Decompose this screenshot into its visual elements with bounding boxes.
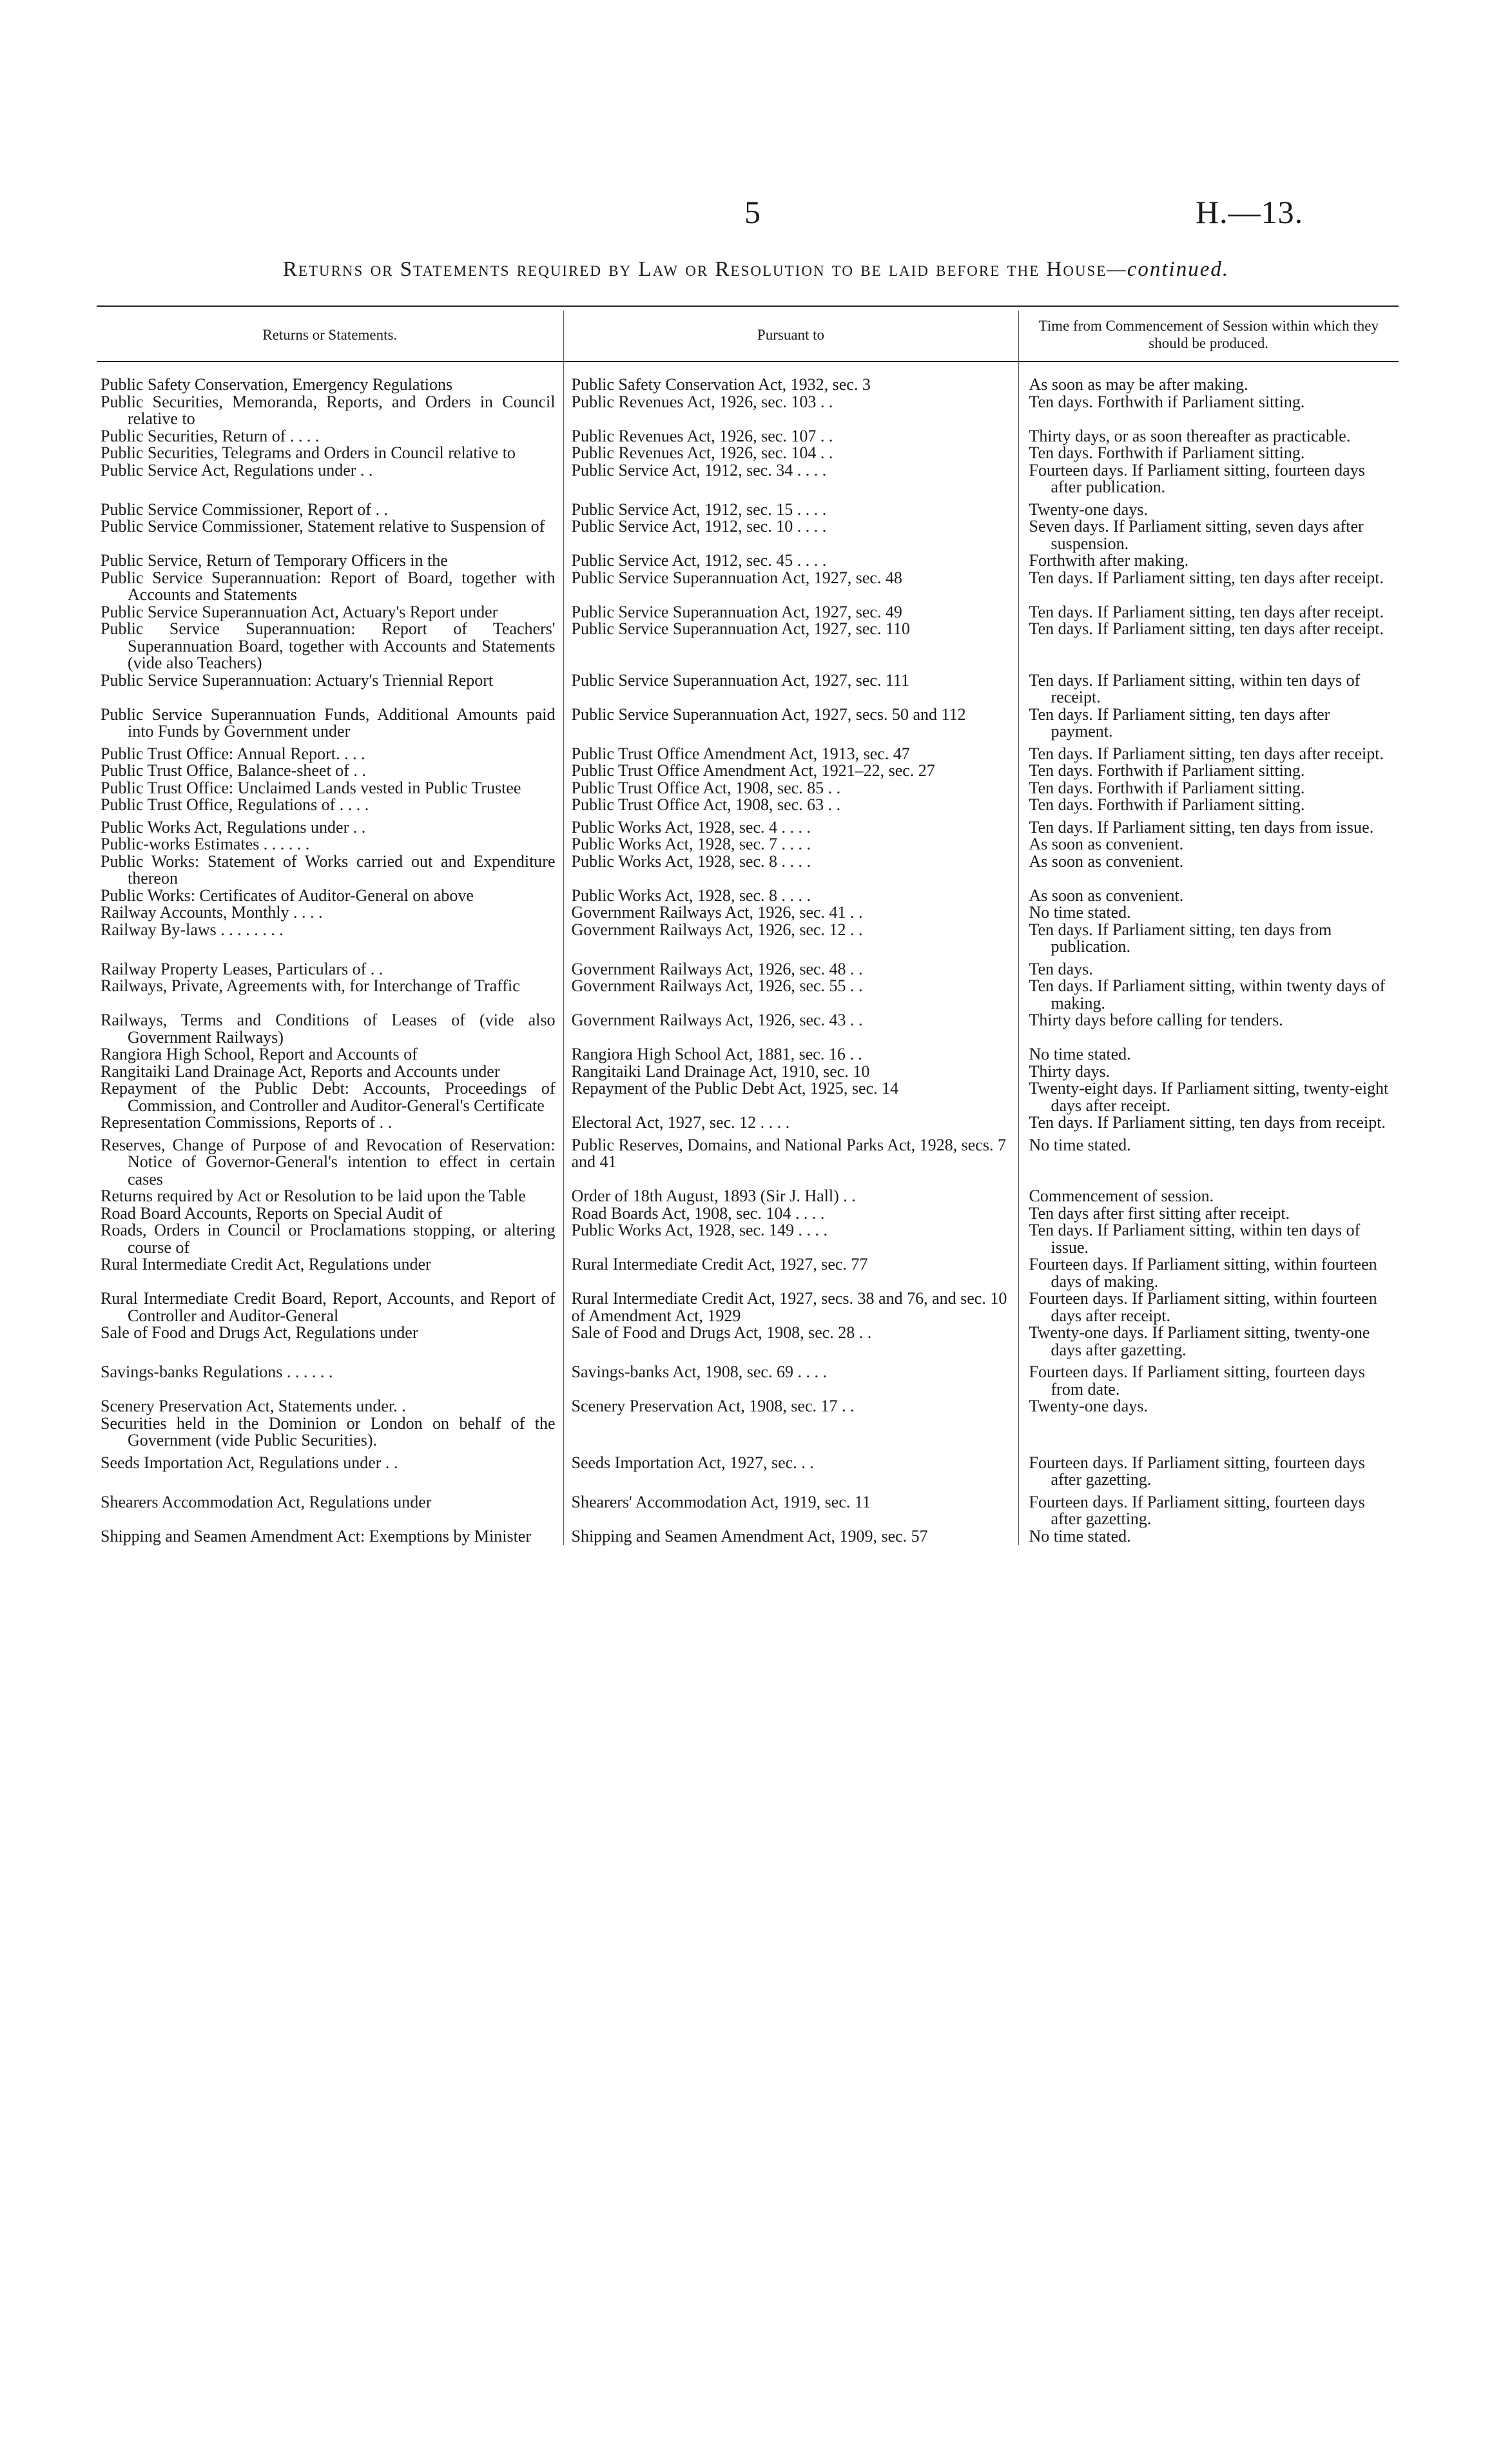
return-cell: Public Securities, Memoranda, Reports, and Orders in Council relative to	[97, 394, 563, 428]
column-header-pursuant: Pursuant to	[563, 311, 1018, 362]
time-cell: No time stated.	[1029, 1045, 1131, 1063]
time-cell: Ten days. If Parliament sitting, within twenty days of making.	[1029, 976, 1386, 1013]
time-cell: Ten days. If Parliament sitting, ten days from publication.	[1029, 920, 1332, 956]
time-cell: Fourteen days. If Parliament sitting, within fourteen days of making.	[1029, 1255, 1377, 1291]
time-cell: Seven days. If Parliament sitting, seven days after suspension.	[1029, 517, 1364, 553]
table-row	[97, 836, 1399, 853]
pursuant-cell: Public Trust Office Amendment Act, 1921–22, sec. 27	[563, 762, 1018, 780]
time-cell: Ten days. If Parliament sitting, ten days after receipt.	[1029, 744, 1384, 763]
pursuant-cell: Government Railways Act, 1926, sec. 12 . .	[563, 922, 1018, 956]
time-cell: Ten days. If Parliament sitting, ten days after receipt.	[1029, 619, 1384, 638]
pursuant-cell: Public Revenues Act, 1926, sec. 107 . .	[563, 428, 1018, 445]
pursuant-cell: Public Service Superannuation Act, 1927, sec. 48	[563, 570, 1018, 604]
table-row	[97, 853, 1399, 887]
time-cell: Fourteen days. If Parliament sitting, fourteen days after publication.	[1029, 460, 1365, 496]
time-cell: Ten days. Forthwith if Parliament sitting.	[1029, 778, 1305, 797]
pursuant-cell: Rural Intermediate Credit Act, 1927, secs. 38 and 76, and sec. 10 of Amendment Act, 1929	[563, 1290, 1018, 1324]
table-row	[97, 1489, 1399, 1528]
pursuant-cell: Public Service Act, 1912, sec. 15 . . . .	[563, 496, 1018, 519]
return-cell: Public Works Act, Regulations under . .	[97, 814, 563, 837]
pursuant-cell: Rangitaiki Land Drainage Act, 1910, sec. 10	[563, 1063, 1018, 1081]
time-cell: Commencement of session.	[1029, 1187, 1214, 1205]
table-row	[97, 1290, 1399, 1324]
return-cell: Scenery Preservation Act, Statements under. .	[97, 1398, 563, 1415]
document-reference: H.—13.	[1196, 194, 1304, 230]
table-row	[97, 1256, 1399, 1290]
table-row	[97, 672, 1399, 706]
return-cell: Public Service Commissioner, Statement relative to Suspension of	[97, 518, 563, 552]
time-cell: Ten days. Forthwith if Parliament sitting.	[1029, 795, 1305, 814]
return-cell: Rangitaiki Land Drainage Act, Reports and Accounts under	[97, 1063, 563, 1081]
time-cell: Ten days. If Parliament sitting, ten days from issue.	[1029, 817, 1374, 837]
table-row	[97, 1205, 1399, 1223]
return-cell: Public Works: Certificates of Auditor-General on above	[97, 887, 563, 905]
time-cell: Fourteen days. If Parliament sitting, fourteen days from date.	[1029, 1362, 1365, 1399]
pursuant-cell: Sale of Food and Drugs Act, 1908, sec. 28 . .	[563, 1324, 1018, 1359]
return-cell: Railway Accounts, Monthly . . . .	[97, 904, 563, 922]
table-row	[97, 922, 1399, 956]
table-row	[97, 1449, 1399, 1489]
table-row	[97, 1063, 1399, 1081]
table-row	[97, 496, 1399, 519]
pursuant-cell: Road Boards Act, 1908, sec. 104 . . . .	[563, 1205, 1018, 1223]
table-row	[97, 1080, 1399, 1114]
pursuant-cell	[563, 1415, 1018, 1449]
time-cell: Ten days. If Parliament sitting, ten days from receipt.	[1029, 1113, 1386, 1132]
table-row	[97, 1046, 1399, 1063]
table-row	[97, 604, 1399, 621]
pursuant-cell: Public Service Superannuation Act, 1927, sec. 49	[563, 604, 1018, 621]
table-row	[97, 1114, 1399, 1132]
time-cell	[1018, 1415, 1399, 1449]
return-cell: Rangiora High School, Report and Accounts of	[97, 1046, 563, 1063]
table-row	[97, 621, 1399, 672]
time-cell: Ten days. If Parliament sitting, within ten days of issue.	[1029, 1221, 1361, 1257]
table-row	[97, 518, 1399, 552]
return-cell: Savings-banks Regulations . . . . . .	[97, 1359, 563, 1398]
return-cell: Shipping and Seamen Amendment Act: Exemptions by Minister	[97, 1528, 563, 1546]
table-row	[97, 428, 1399, 445]
pursuant-cell: Public Works Act, 1928, sec. 7 . . . .	[563, 836, 1018, 853]
time-cell: Ten days.	[1029, 959, 1093, 978]
return-cell: Railway By-laws . . . . . . . .	[97, 922, 563, 956]
time-cell: Ten days. If Parliament sitting, ten days after payment.	[1029, 704, 1330, 741]
time-cell: Twenty-one days.	[1029, 1397, 1148, 1415]
time-cell: Thirty days, or as soon thereafter as practicable.	[1029, 426, 1351, 445]
return-cell: Road Board Accounts, Reports on Special Audit of	[97, 1205, 563, 1223]
return-cell: Railways, Private, Agreements with, for Interchange of Traffic	[97, 978, 563, 1012]
table-row	[97, 780, 1399, 797]
pursuant-cell: Public Trust Office Act, 1908, sec. 85 . .	[563, 780, 1018, 797]
pursuant-cell: Rangiora High School Act, 1881, sec. 16 . .	[563, 1046, 1018, 1063]
pursuant-cell: Electoral Act, 1927, sec. 12 . . . .	[563, 1114, 1018, 1132]
pursuant-cell: Public Service Superannuation Act, 1927, secs. 50 and 112	[563, 706, 1018, 741]
return-cell: Roads, Orders in Council or Proclamations stopping, or altering course of	[97, 1222, 563, 1256]
pursuant-cell: Government Railways Act, 1926, sec. 48 . .	[563, 956, 1018, 978]
return-cell: Shearers Accommodation Act, Regulations under	[97, 1489, 563, 1528]
table-row	[97, 904, 1399, 922]
return-cell: Public Securities, Return of . . . .	[97, 428, 563, 445]
table-row	[97, 762, 1399, 780]
table-body	[97, 362, 1399, 1545]
pursuant-cell: Public Safety Conservation Act, 1932, sec. 3	[563, 362, 1018, 394]
table-row	[97, 956, 1399, 978]
time-cell: Twenty-one days. If Parliament sitting, twenty-one days after gazetting.	[1029, 1323, 1370, 1359]
return-cell: Public Trust Office: Annual Report. . . .	[97, 741, 563, 763]
column-header-time: Time from Commencement of Session within which they should be produced.	[1018, 311, 1399, 362]
table-row	[97, 552, 1399, 570]
pursuant-cell: Public Trust Office Amendment Act, 1913, sec. 47	[563, 741, 1018, 763]
pursuant-cell: Public Service Act, 1912, sec. 34 . . . .	[563, 462, 1018, 496]
time-cell: Ten days. Forthwith if Parliament sitting.	[1029, 392, 1305, 411]
time-cell: As soon as may be after making.	[1029, 375, 1248, 394]
time-cell: Thirty days.	[1029, 1061, 1110, 1081]
time-cell: No time stated.	[1029, 1526, 1131, 1546]
table-row	[97, 1222, 1399, 1256]
table-row	[97, 362, 1399, 394]
pursuant-cell: Public Trust Office Act, 1908, sec. 63 . .	[563, 797, 1018, 814]
pursuant-cell: Savings-banks Act, 1908, sec. 69 . . . .	[563, 1359, 1018, 1398]
pursuant-cell: Scenery Preservation Act, 1908, sec. 17 . .	[563, 1398, 1018, 1415]
return-cell: Public Service Superannuation: Report of Teachers' Superannuation Board, together with Accounts and Statements (vide also Teachers)	[97, 621, 563, 672]
pursuant-cell: Public Reserves, Domains, and National Parks Act, 1928, secs. 7 and 41	[563, 1132, 1018, 1188]
page-number: 5	[744, 194, 761, 230]
time-cell: Fourteen days. If Parliament sitting, within fourteen days after receipt.	[1029, 1289, 1377, 1325]
table-header-row	[97, 311, 1399, 362]
table-row	[97, 1012, 1399, 1046]
return-cell: Returns required by Act or Resolution to be laid upon the Table	[97, 1188, 563, 1205]
return-cell: Public Service Superannuation Act, Actuary's Report under	[97, 604, 563, 621]
return-cell: Rural Intermediate Credit Board, Report, Accounts, and Report of Controller and Auditor-General	[97, 1290, 563, 1324]
return-cell: Securities held in the Dominion or London on behalf of the Government (vide Public Securities).	[97, 1415, 563, 1449]
pursuant-cell: Public Service Superannuation Act, 1927, sec. 110	[563, 621, 1018, 672]
pursuant-cell: Shipping and Seamen Amendment Act, 1909, sec. 57	[563, 1528, 1018, 1546]
return-cell: Public Works: Statement of Works carried out and Expenditure thereon	[97, 853, 563, 887]
returns-table	[97, 311, 1399, 1545]
pursuant-cell: Public Service Act, 1912, sec. 10 . . . .	[563, 518, 1018, 552]
pursuant-cell: Government Railways Act, 1926, sec. 55 . .	[563, 978, 1018, 1012]
table-row	[97, 1528, 1399, 1546]
table-row	[97, 462, 1399, 496]
pursuant-cell: Public Works Act, 1928, sec. 4 . . . .	[563, 814, 1018, 837]
return-cell: Public Service Superannuation: Actuary's Triennial Report	[97, 672, 563, 706]
pursuant-cell: Public Service Superannuation Act, 1927, sec. 111	[563, 672, 1018, 706]
time-cell: Ten days. If Parliament sitting, ten days after receipt.	[1029, 602, 1384, 621]
table-row	[97, 570, 1399, 604]
table-row	[97, 741, 1399, 763]
table-row	[97, 394, 1399, 428]
pursuant-cell: Public Revenues Act, 1926, sec. 103 . .	[563, 394, 1018, 428]
return-cell: Railways, Terms and Conditions of Leases of (vide also Government Railways)	[97, 1012, 563, 1046]
time-cell: Ten days. Forthwith if Parliament sitting.	[1029, 761, 1305, 780]
table-title	[97, 258, 1415, 282]
return-cell: Repayment of the Public Debt: Accounts, Proceedings of Commission, and Controller and Auditor-General's Certificate	[97, 1080, 563, 1114]
time-cell: No time stated.	[1029, 903, 1131, 922]
time-cell: As soon as convenient.	[1029, 835, 1184, 853]
return-cell: Railway Property Leases, Particulars of . .	[97, 956, 563, 978]
table-row	[97, 797, 1399, 814]
time-cell: As soon as convenient.	[1029, 851, 1184, 871]
time-cell: Ten days after first sitting after receipt.	[1029, 1203, 1290, 1223]
time-cell: Thirty days before calling for tenders.	[1029, 1011, 1283, 1029]
return-cell: Representation Commissions, Reports of . .	[97, 1114, 563, 1132]
return-cell: Public Trust Office, Balance-sheet of . .	[97, 762, 563, 780]
return-cell: Rural Intermediate Credit Act, Regulations under	[97, 1256, 563, 1290]
pursuant-cell: Public Works Act, 1928, sec. 149 . . . .	[563, 1222, 1018, 1256]
return-cell: Public Safety Conservation, Emergency Regulations	[97, 362, 563, 394]
pursuant-cell: Public Service Act, 1912, sec. 45 . . . .	[563, 552, 1018, 570]
return-cell: Public Service, Return of Temporary Officers in the	[97, 552, 563, 570]
time-cell: As soon as convenient.	[1029, 886, 1184, 905]
pursuant-cell: Public Works Act, 1928, sec. 8 . . . .	[563, 853, 1018, 887]
table-row	[97, 814, 1399, 837]
pursuant-cell: Rural Intermediate Credit Act, 1927, sec. 77	[563, 1256, 1018, 1290]
time-cell: Forthwith after making.	[1029, 551, 1189, 570]
return-cell: Sale of Food and Drugs Act, Regulations under	[97, 1324, 563, 1359]
table-row	[97, 1359, 1399, 1398]
time-cell: Fourteen days. If Parliament sitting, fourteen days after gazetting.	[1029, 1492, 1365, 1528]
pursuant-cell: Order of 18th August, 1893 (Sir J. Hall) . .	[563, 1188, 1018, 1205]
time-cell: Ten days. Forthwith if Parliament sitting.	[1029, 443, 1305, 462]
pursuant-cell: Public Revenues Act, 1926, sec. 104 . .	[563, 445, 1018, 462]
table-row	[97, 1188, 1399, 1205]
table-row	[97, 978, 1399, 1012]
title-rule	[97, 305, 1399, 307]
time-cell: Fourteen days. If Parliament sitting, fourteen days after gazetting.	[1029, 1453, 1365, 1489]
pursuant-cell: Public Works Act, 1928, sec. 8 . . . .	[563, 887, 1018, 905]
return-cell: Public Securities, Telegrams and Orders in Council relative to	[97, 445, 563, 462]
return-cell: Public Trust Office, Regulations of . . . .	[97, 797, 563, 814]
pursuant-cell: Seeds Importation Act, 1927, sec. . .	[563, 1449, 1018, 1489]
return-cell: Public Trust Office: Unclaimed Lands vested in Public Trustee	[97, 780, 563, 797]
return-cell: Public Service Commissioner, Report of . .	[97, 496, 563, 519]
pursuant-cell: Government Railways Act, 1926, sec. 41 . .	[563, 904, 1018, 922]
table-row	[97, 1415, 1399, 1449]
return-cell: Seeds Importation Act, Regulations under . .	[97, 1449, 563, 1489]
table-row	[97, 1324, 1399, 1359]
pursuant-cell: Shearers' Accommodation Act, 1919, sec. 11	[563, 1489, 1018, 1528]
time-cell: Ten days. If Parliament sitting, within ten days of receipt.	[1029, 670, 1361, 706]
pursuant-cell: Government Railways Act, 1926, sec. 43 . .	[563, 1012, 1018, 1046]
table-row	[97, 445, 1399, 462]
return-cell: Reserves, Change of Purpose of and Revocation of Reservation: Notice of Governor-General's intention to effect in certain cases	[97, 1132, 563, 1188]
time-cell: Twenty-one days.	[1029, 499, 1148, 519]
table-row	[97, 1398, 1399, 1415]
table-row	[97, 1132, 1399, 1188]
time-cell: Twenty-eight days. If Parliament sitting, twenty-eight days after receipt.	[1029, 1079, 1389, 1115]
return-cell: Public-works Estimates . . . . . .	[97, 836, 563, 853]
table-title-text: Returns or Statements required by Law or Resolution to be laid before the House	[282, 258, 1107, 281]
time-cell: No time stated.	[1029, 1135, 1131, 1154]
pursuant-cell: Repayment of the Public Debt Act, 1925, sec. 14	[563, 1080, 1018, 1114]
table-row	[97, 706, 1399, 741]
return-cell: Public Service Superannuation Funds, Additional Amounts paid into Funds by Government under	[97, 706, 563, 741]
time-cell: Ten days. If Parliament sitting, ten days after receipt.	[1029, 568, 1384, 587]
table-title-suffix: —continued.	[1107, 258, 1230, 281]
table-row	[97, 887, 1399, 905]
column-header-returns: Returns or Statements.	[97, 311, 563, 362]
return-cell: Public Service Act, Regulations under . .	[97, 462, 563, 496]
return-cell: Public Service Superannuation: Report of Board, together with Accounts and Statements	[97, 570, 563, 604]
